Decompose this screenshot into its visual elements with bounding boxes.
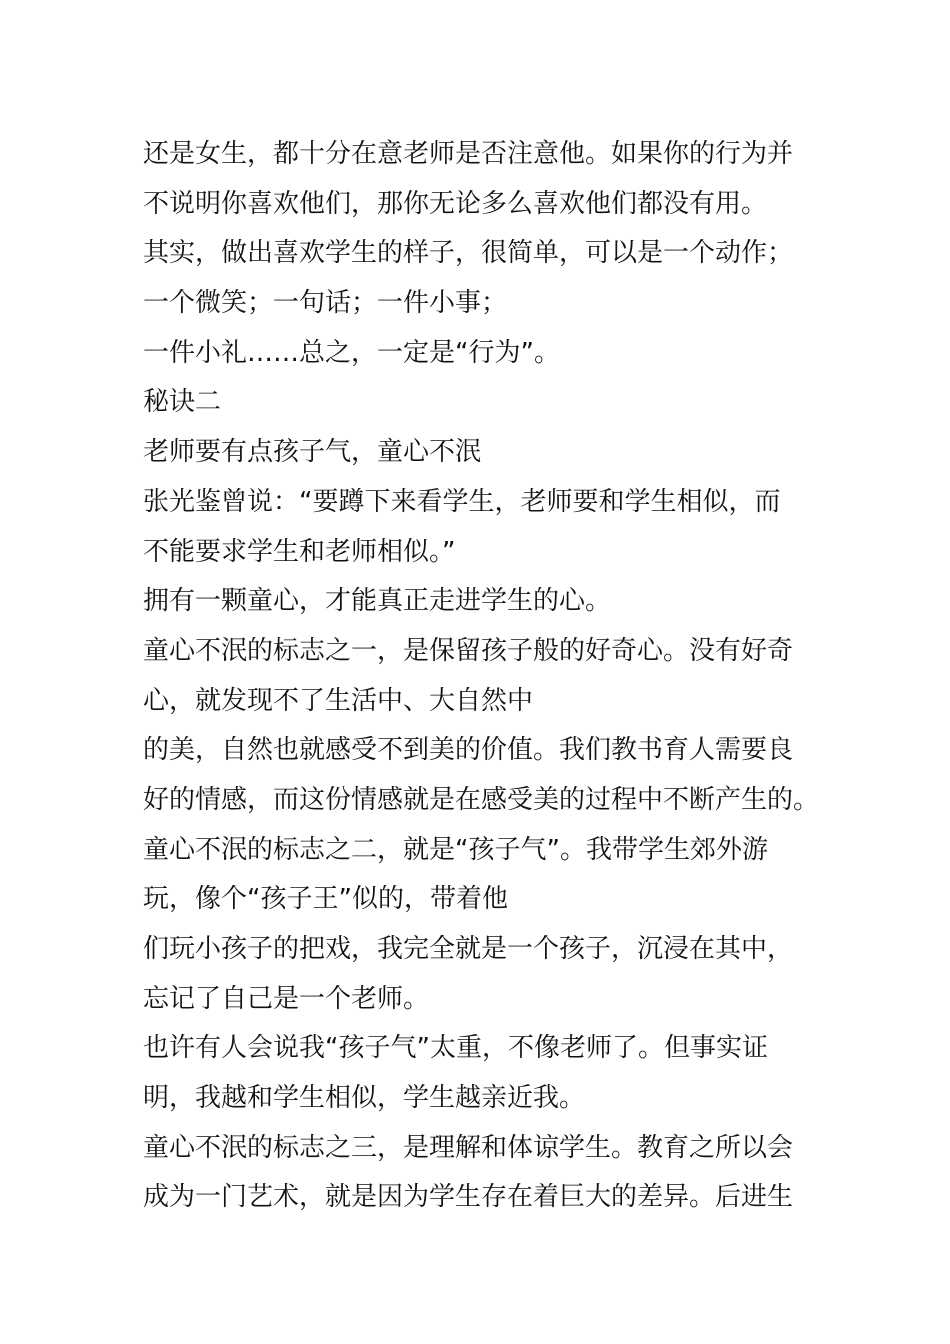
text-line: 们玩小孩子的把戏，我完全就是一个孩子，沉浸在其中， [143, 934, 794, 964]
text-line: 拥有一颗童心，才能真正走进学生的心。 [143, 586, 612, 617]
text-line: 不能要求学生和老师相似。” [143, 536, 456, 567]
text-line: 童心不泯的标志之一，是保留孩子般的好奇心。没有好奇 [143, 635, 794, 666]
text-line: 其实，做出喜欢学生的样子，很简单，可以是一个动作； [143, 238, 794, 269]
text-line: 张光鉴曾说：“要蹲下来看学生，老师要和学生相似，而 [143, 486, 781, 517]
text-line: 明，我越和学生相似，学生越亲近我。 [143, 1083, 586, 1114]
text-line: 心，就发现不了生活中、大自然中 [143, 685, 534, 716]
text-line: 的美，自然也就感受不到美的价值。我们教书育人需要良 [143, 735, 794, 766]
text-line: 成为一门艺术，就是因为学生存在着巨大的差异。后进生 [143, 1182, 794, 1213]
text-line: 还是女生，都十分在意老师是否注意他。如果你的行为并 [143, 139, 794, 169]
text-line: 玩，像个“孩子王”似的，带着他 [143, 884, 508, 915]
text-line: 不说明你喜欢他们，那你无论多么喜欢他们都没有用。 [143, 188, 768, 219]
text-line: 童心不泯的标志之二，就是“孩子气”。我带学生郊外游 [143, 834, 768, 865]
text-line: 一件小礼……总之，一定是“行为”。 [143, 337, 560, 368]
text-line: 童心不泯的标志之三，是理解和体谅学生。教育之所以会 [143, 1132, 794, 1163]
text-line: 忘记了自己是一个老师。 [143, 983, 430, 1014]
document-body [143, 130, 823, 1223]
text-line: 一个微笑；一句话；一件小事； [143, 288, 508, 319]
text-line: 也许有人会说我“孩子气”太重，不像老师了。但事实证 [143, 1033, 768, 1064]
section-heading: 秘诀二 [143, 387, 222, 418]
section-subheading: 老师要有点孩子气，童心不泯 [143, 437, 482, 468]
text-line: 好的情感，而这份情感就是在感受美的过程中不断产生的。 [143, 784, 820, 815]
